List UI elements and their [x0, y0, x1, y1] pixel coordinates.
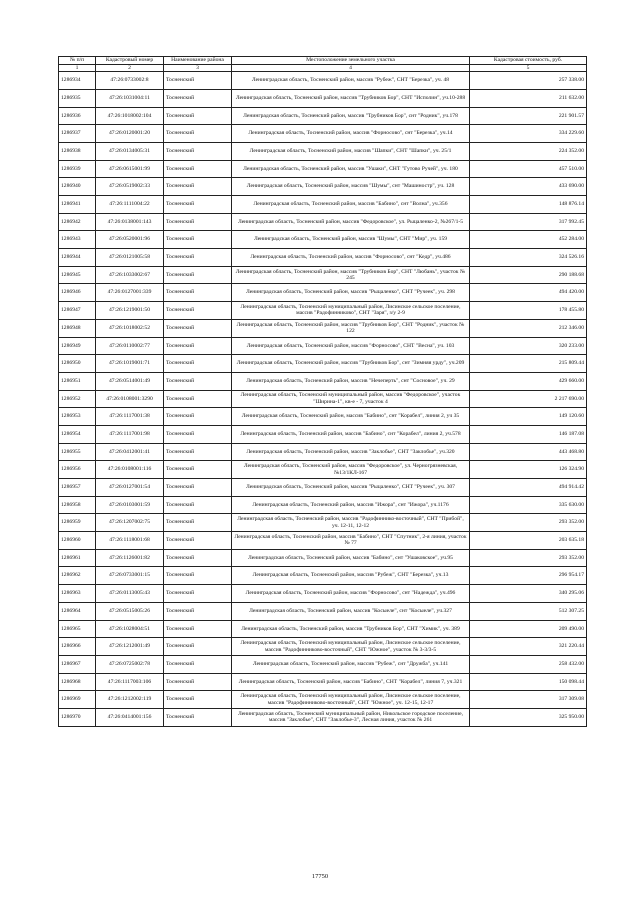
location-cell: Ленинградская область, Тосненский район, массив "Форносово", снт "Кедр", уч.486 [232, 249, 470, 267]
row-number-cell: 1286936 [59, 107, 96, 125]
cadastral-number-cell: 47:26:0520001:96 [96, 231, 164, 249]
cadastral-number-cell: 47:26:1111004:22 [96, 196, 164, 214]
table-row [59, 160, 587, 178]
cadastral-value-cell: 452 284.00 [470, 231, 587, 249]
cadastral-value-cell: 178 455.80 [470, 302, 587, 320]
table-row [59, 638, 587, 656]
row-number-cell: 1286938 [59, 142, 96, 160]
table-row [59, 461, 587, 479]
cadastral-value-cell: 512 307.25 [470, 602, 587, 620]
table-row [59, 708, 587, 726]
table-row [59, 196, 587, 214]
row-number-cell: 1286961 [59, 549, 96, 567]
district-cell: Тосненский [164, 72, 232, 90]
column-number: 4 [232, 64, 470, 72]
cadastral-number-cell: 47:26:0733002:8 [96, 72, 164, 90]
row-number-cell: 1286947 [59, 302, 96, 320]
location-cell: Ленинградская область, Тосненский район, массив "Бабино", снт "Корабел", линия 2, уч.578 [232, 425, 470, 443]
table-row [59, 249, 587, 267]
cadastral-number-cell: 47:26:0515005:26 [96, 602, 164, 620]
cadastral-value-cell: 457 510.00 [470, 160, 587, 178]
cadastral-value-cell: 224 352.00 [470, 142, 587, 160]
table-body [59, 72, 587, 726]
cadastral-value-cell: 221 901.57 [470, 107, 587, 125]
cadastral-number-cell: 47:26:1018002:52 [96, 319, 164, 337]
row-number-cell: 1286953 [59, 408, 96, 426]
cadastral-value-cell: 258 432.00 [470, 655, 587, 673]
district-cell: Тосненский [164, 89, 232, 107]
district-cell: Тосненский [164, 213, 232, 231]
district-cell: Тосненский [164, 585, 232, 603]
row-number-cell: 1286966 [59, 638, 96, 656]
district-cell: Тосненский [164, 266, 232, 284]
cadastral-number-cell: 47:26:1212001:49 [96, 638, 164, 656]
location-cell: Ленинградская область, Тосненский район, массив "Трубников Бор", СНТ "Родник", участок № 122 [232, 319, 470, 337]
cadastral-value-cell: 2 217 690.00 [470, 390, 587, 408]
cadastral-value-cell: 257 338.00 [470, 72, 587, 90]
cadastral-value-cell: 203 635.18 [470, 532, 587, 550]
table-row [59, 319, 587, 337]
cadastral-value-cell: 126 324.90 [470, 461, 587, 479]
table-row [59, 443, 587, 461]
cadastral-number-cell: 47:26:1018002:104 [96, 107, 164, 125]
cadastral-number-cell: 47:26:0113005:43 [96, 585, 164, 603]
table-row [59, 425, 587, 443]
header-land-location: Местоположение земельного участка [232, 57, 470, 65]
row-number-cell: 1286970 [59, 708, 96, 726]
table-row [59, 125, 587, 143]
district-cell: Тосненский [164, 372, 232, 390]
district-cell: Тосненский [164, 673, 232, 691]
row-number-cell: 1286935 [59, 89, 96, 107]
table-row [59, 602, 587, 620]
row-number-cell: 1286959 [59, 514, 96, 532]
location-cell: Ленинградская область, Тосненский район, массив "Трубников Бор", снт "Родник", уч.178 [232, 107, 470, 125]
row-number-cell: 1286950 [59, 355, 96, 373]
cadastral-value-cell: 335 630.00 [470, 496, 587, 514]
cadastral-value-cell: 320 233.00 [470, 337, 587, 355]
cadastral-number-cell: 47:26:0134005:31 [96, 142, 164, 160]
row-number-cell: 1286943 [59, 231, 96, 249]
table-row [59, 231, 587, 249]
location-cell: Ленинградская область, Тосненский район, массив "Заклобье", СНТ "Заклобье", уч.320 [232, 443, 470, 461]
location-cell: Ленинградская область, Тосненский район, массив "Рубеж", СНТ "Березка", уч.13 [232, 567, 470, 585]
district-cell: Тосненский [164, 178, 232, 196]
cadastral-number-cell: 47:26:0127001:339 [96, 284, 164, 302]
cadastral-number-cell: 47:26:0138001:143 [96, 213, 164, 231]
table-header-row [59, 57, 587, 65]
cadastral-number-cell: 47:26:1117001:38 [96, 408, 164, 426]
row-number-cell: 1286965 [59, 620, 96, 638]
cadastral-number-cell: 47:26:0108001:3290 [96, 390, 164, 408]
table-row [59, 266, 587, 284]
column-number: 1 [59, 64, 96, 72]
table-row [59, 337, 587, 355]
cadastral-number-cell: 47:26:1117001:98 [96, 425, 164, 443]
cadastral-value-cell: 443 468.80 [470, 443, 587, 461]
cadastral-value-cell: 290 188.68 [470, 266, 587, 284]
district-cell: Тосненский [164, 620, 232, 638]
location-cell: Ленинградская область, Тосненский район, массив "Трубников Бор", СНТ "Любань", участок № 245 [232, 266, 470, 284]
table-row [59, 691, 587, 709]
table-row [59, 355, 587, 373]
table-row [59, 390, 587, 408]
district-cell: Тосненский [164, 443, 232, 461]
cadastral-number-cell: 47:26:0110002:77 [96, 337, 164, 355]
cadastral-number-cell: 47:26:0103001:59 [96, 496, 164, 514]
cadastral-value-table [58, 56, 587, 727]
table-row [59, 655, 587, 673]
row-number-cell: 1286944 [59, 249, 96, 267]
row-number-cell: 1286964 [59, 602, 96, 620]
cadastral-value-cell: 325 950.00 [470, 708, 587, 726]
district-cell: Тосненский [164, 355, 232, 373]
location-cell: Ленинградская область, Тосненский район, массив "Ижора", снт "Ижора", уч.1176 [232, 496, 470, 514]
cadastral-value-cell: 324 526.16 [470, 249, 587, 267]
cadastral-number-cell: 47:26:0127001:54 [96, 479, 164, 497]
cadastral-number-cell: 47:26:0615001:99 [96, 160, 164, 178]
cadastral-number-cell: 47:26:1117003:106 [96, 673, 164, 691]
district-cell: Тосненский [164, 425, 232, 443]
cadastral-number-cell: 47:26:0108001:116 [96, 461, 164, 479]
row-number-cell: 1286940 [59, 178, 96, 196]
location-cell: Ленинградская область, Тосненский район, массив "Косыеле", снт "Косыеле", уч.327 [232, 602, 470, 620]
district-cell: Тосненский [164, 708, 232, 726]
table-row [59, 213, 587, 231]
row-number-cell: 1286956 [59, 461, 96, 479]
cadastral-value-cell: 494 914.42 [470, 479, 587, 497]
cadastral-value-cell: 494 420.00 [470, 284, 587, 302]
location-cell: Ленинградская область, Тосненский район, массив "Рубеж", снт "Дружба", уч.141 [232, 655, 470, 673]
district-cell: Тосненский [164, 249, 232, 267]
location-cell: Ленинградская область, Тосненский муниципальный район, массив "Федоровское", участок "Ширина-1", кв-е - 7, участок 4 [232, 390, 470, 408]
table-row [59, 567, 587, 585]
row-number-cell: 1286967 [59, 655, 96, 673]
row-number-cell: 1286951 [59, 372, 96, 390]
district-cell: Тосненский [164, 479, 232, 497]
cadastral-number-cell: 47:26:1207002:75 [96, 514, 164, 532]
row-number-cell: 1286954 [59, 425, 96, 443]
table-row [59, 620, 587, 638]
district-cell: Тосненский [164, 549, 232, 567]
district-cell: Тосненский [164, 302, 232, 320]
table-row [59, 372, 587, 390]
district-cell: Тосненский [164, 461, 232, 479]
location-cell: Ленинградская область, Тосненский район, массив "Бабино", СНТ "Спутник", 2-я линия, участок № 77 [232, 532, 470, 550]
district-cell: Тосненский [164, 496, 232, 514]
location-cell: Ленинградская область, Тосненский район, массив "Трубников Бор", СНТ "Химик", уч. 389 [232, 620, 470, 638]
row-number-cell: 1286958 [59, 496, 96, 514]
row-number-cell: 1286934 [59, 72, 96, 90]
table-row [59, 514, 587, 532]
district-cell: Тосненский [164, 567, 232, 585]
cadastral-number-cell: 47:26:0519002:33 [96, 178, 164, 196]
cadastral-value-cell: 317 309.08 [470, 691, 587, 709]
table-row [59, 284, 587, 302]
location-cell: Ленинградская область, Тосненский район, массив "Бабино", снт "Корабел", линия 2, уч 35 [232, 408, 470, 426]
location-cell: Ленинградская область, Тосненский район, массив "Радофиннико-восточный", СНТ "Прибой", уч. 12-11, 12-12 [232, 514, 470, 532]
row-number-cell: 1286949 [59, 337, 96, 355]
table-row [59, 302, 587, 320]
location-cell: Ленинградская область, Тосненский район, массив "Бабино", снт "Волна", уч.356 [232, 196, 470, 214]
location-cell: Ленинградская область, Тосненский район, массив "Шумы", СНТ "Мир", уч. 159 [232, 231, 470, 249]
district-cell: Тосненский [164, 319, 232, 337]
table-row [59, 532, 587, 550]
district-cell: Тосненский [164, 231, 232, 249]
cadastral-number-cell: 47:26:1126001:82 [96, 549, 164, 567]
cadastral-value-cell: 150 098.44 [470, 673, 587, 691]
table-row [59, 89, 587, 107]
location-cell: Ленинградская область, Тосненский район, массив "Форносово", СНТ "Весна", уч. 103 [232, 337, 470, 355]
row-number-cell: 1286963 [59, 585, 96, 603]
district-cell: Тосненский [164, 337, 232, 355]
location-cell: Ленинградская область, Тосненский район, массив "Форносово", снт "Березка", уч.14 [232, 125, 470, 143]
cadastral-number-cell: 47:26:0120001:20 [96, 125, 164, 143]
column-number: 3 [164, 64, 232, 72]
cadastral-value-cell: 146 187.08 [470, 425, 587, 443]
table-row [59, 72, 587, 90]
cadastral-number-cell: 47:26:1028004:51 [96, 620, 164, 638]
location-cell: Ленинградская область, Тосненский район, массив "Нечеперть", снт "Сосновое", уч. 29 [232, 372, 470, 390]
location-cell: Ленинградская область, Тосненский район, массив "Бабино", СНТ "Корабел", линия 7, уч.321 [232, 673, 470, 691]
location-cell: Ленинградская область, Тосненский район, массив "Шумы", снт "Машиностр", уч. 128 [232, 178, 470, 196]
location-cell: Ленинградская область, Тосненский район, массив "Шапки", СНТ "Шапки", уч. 25/1 [232, 142, 470, 160]
page-number: 17750 [311, 873, 329, 880]
location-cell: Ленинградская область, Тосненский муниципальный район, Лисинское сельское поселение, массив "Радофинниково-восточный", СНТ "Южное", участок № 3-3/3-5 [232, 638, 470, 656]
cadastral-number-cell: 47:26:0121005:58 [96, 249, 164, 267]
district-cell: Тосненский [164, 602, 232, 620]
location-cell: Ленинградская область, Тосненский район, массив "Рубеж", СНТ "Березка", уч. 48 [232, 72, 470, 90]
table-row [59, 178, 587, 196]
location-cell: Ленинградская область, Тосненский муниципальный район, Никольское городское поселение, массив "Заклобье", СНТ "Заклобье-3", Лесная линия, участок № 261 [232, 708, 470, 726]
row-number-cell: 1286962 [59, 567, 96, 585]
cadastral-number-cell: 47:26:1118001:68 [96, 532, 164, 550]
column-number: 5 [470, 64, 587, 72]
location-cell: Ленинградская область, Тосненский район, массив "Рыцаленко", СНТ "Ручеек", уч. 298 [232, 284, 470, 302]
row-number-cell: 1286955 [59, 443, 96, 461]
district-cell: Тосненский [164, 390, 232, 408]
cadastral-value-cell: 293 352.00 [470, 514, 587, 532]
location-cell: Ленинградская область, Тосненский район, массив "Рыцаленко", СНТ "Ручеек", уч. 307 [232, 479, 470, 497]
row-number-cell: 1286937 [59, 125, 96, 143]
cadastral-value-cell: 212 346.00 [470, 319, 587, 337]
row-number-cell: 1286960 [59, 532, 96, 550]
cadastral-value-cell: 148 876.14 [470, 196, 587, 214]
location-cell: Ленинградская область, Тосненский район, массив "Ушаки", СНТ "Гутово Ручей", уч. 180 [232, 160, 470, 178]
row-number-cell: 1286945 [59, 266, 96, 284]
district-cell: Тосненский [164, 514, 232, 532]
table-column-numbers-row [59, 64, 587, 72]
district-cell: Тосненский [164, 125, 232, 143]
row-number-cell: 1286941 [59, 196, 96, 214]
location-cell: Ленинградская область, Тосненский район, массив "Федоровское", ул. Черногрязневская, №13/1КЛ-167 [232, 461, 470, 479]
cadastral-number-cell: 47:26:0514001:49 [96, 372, 164, 390]
cadastral-value-cell: 211 632.00 [470, 89, 587, 107]
header-cadastral-number: Кадастровый номер [96, 57, 164, 65]
table-row [59, 107, 587, 125]
location-cell: Ленинградская область, Тосненский район, массив "Трубников Бор", СНТ "Исполин", уч.10-288 [232, 89, 470, 107]
district-cell: Тосненский [164, 691, 232, 709]
table-row [59, 142, 587, 160]
district-cell: Тосненский [164, 408, 232, 426]
cadastral-value-cell: 209 490.00 [470, 620, 587, 638]
table-row [59, 408, 587, 426]
cadastral-number-cell: 47:26:0725002:78 [96, 655, 164, 673]
row-number-cell: 1286942 [59, 213, 96, 231]
cadastral-value-cell: 334 229.60 [470, 125, 587, 143]
cadastral-number-cell: 47:26:1019001:71 [96, 355, 164, 373]
district-cell: Тосненский [164, 638, 232, 656]
cadastral-value-cell: 293 352.00 [470, 549, 587, 567]
header-cadastral-value: Кадастровая стоимость, руб. [470, 57, 587, 65]
cadastral-value-cell: 317 992.45 [470, 213, 587, 231]
district-cell: Тосненский [164, 160, 232, 178]
table-row [59, 673, 587, 691]
location-cell: Ленинградская область, Тосненский район, массив "Трубников Бор", снт "Зимняя урду", уч.209 [232, 355, 470, 373]
row-number-cell: 1286957 [59, 479, 96, 497]
district-cell: Тосненский [164, 532, 232, 550]
cadastral-value-cell: 433 690.00 [470, 178, 587, 196]
row-number-cell: 1286969 [59, 691, 96, 709]
table-row [59, 479, 587, 497]
row-number-cell: 1286968 [59, 673, 96, 691]
cadastral-number-cell: 47:26:1033002:67 [96, 266, 164, 284]
district-cell: Тосненский [164, 655, 232, 673]
cadastral-number-cell: 47:26:1212002:119 [96, 691, 164, 709]
district-cell: Тосненский [164, 284, 232, 302]
header-row-number: № п/п [59, 57, 96, 65]
cadastral-number-cell: 47:26:0412001:41 [96, 443, 164, 461]
cadastral-value-cell: 215 809.44 [470, 355, 587, 373]
location-cell: Ленинградская область, Тосненский район, массив "Форносово", снт "Надежда", уч.496 [232, 585, 470, 603]
district-cell: Тосненский [164, 107, 232, 125]
district-cell: Тосненский [164, 196, 232, 214]
row-number-cell: 1286939 [59, 160, 96, 178]
column-number: 2 [96, 64, 164, 72]
cadastral-number-cell: 47:26:1031004:11 [96, 89, 164, 107]
cadastral-number-cell: 47:26:0733001:15 [96, 567, 164, 585]
district-cell: Тосненский [164, 142, 232, 160]
cadastral-value-cell: 321 220.44 [470, 638, 587, 656]
header-district-name: Наименование района [164, 57, 232, 65]
row-number-cell: 1286952 [59, 390, 96, 408]
location-cell: Ленинградская область, Тосненский район, массив "Бабино", снт "Ушаковское", уч.95 [232, 549, 470, 567]
location-cell: Ленинградская область, Тосненский муниципальный район, Лисинское сельское поселение, массив "Радофинниково-восточный", СНТ "Южное", уч. 12-15, 12-17 [232, 691, 470, 709]
cadastral-number-cell: 47:26:1219001:50 [96, 302, 164, 320]
row-number-cell: 1286946 [59, 284, 96, 302]
cadastral-number-cell: 47:26:0414001:156 [96, 708, 164, 726]
cadastral-value-cell: 429 660.00 [470, 372, 587, 390]
table-row [59, 549, 587, 567]
location-cell: Ленинградская область, Тосненский муниципальный район, Лисинское сельское поселение, массив "Радофинниково", СНТ "Заря", з/у 2-9 [232, 302, 470, 320]
cadastral-value-cell: 340 295.06 [470, 585, 587, 603]
row-number-cell: 1286948 [59, 319, 96, 337]
cadastral-value-cell: 296 954.17 [470, 567, 587, 585]
location-cell: Ленинградская область, Тосненский район, массив "Федоровское", ул. Рыцаленко-2, №267/1-5 [232, 213, 470, 231]
table-row [59, 496, 587, 514]
cadastral-value-cell: 149 120.60 [470, 408, 587, 426]
table-row [59, 585, 587, 603]
